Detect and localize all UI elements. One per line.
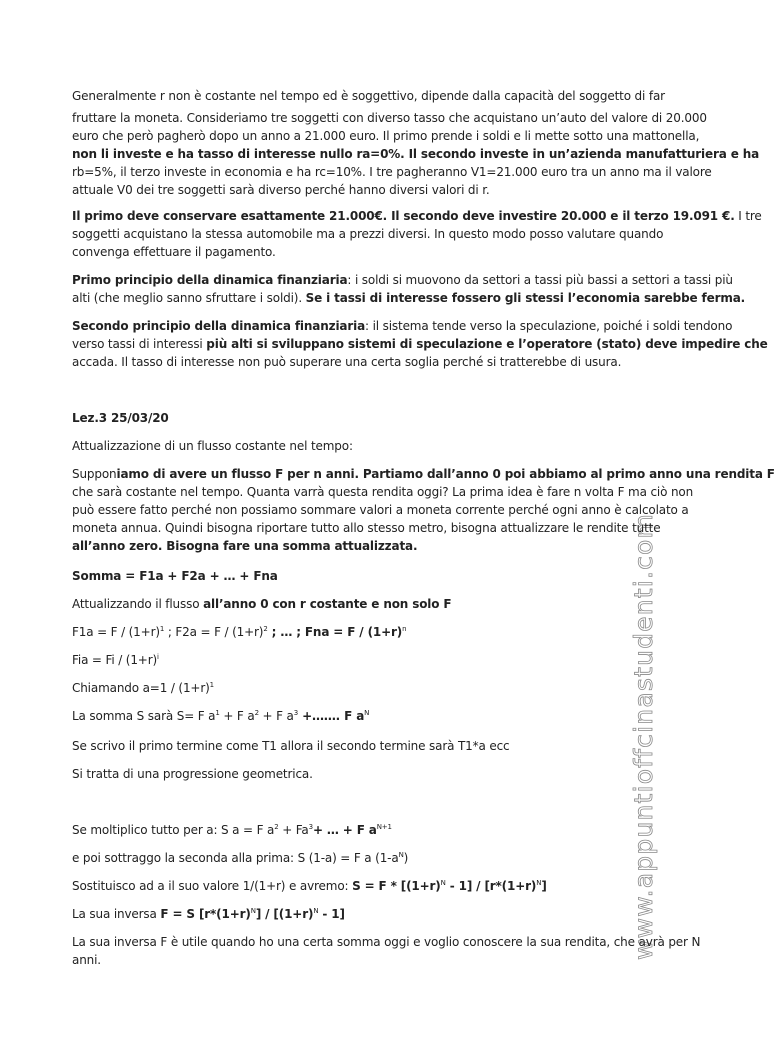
text-line: può essere fatto perché non possiamo sommare valori a moneta corrente perché ogni anno è calcolato a	[72, 503, 689, 517]
text-line: Generalmente r non è costante nel tempo ed è soggettivo, dipende dalla capacità del soggetto di far	[72, 89, 665, 103]
watermark: www.appuntioffcinastudenti.com	[629, 512, 658, 960]
formula-line: Chiamando $a=1 / (1+r)^1$	[72, 681, 214, 695]
text-line: fruttare la moneta. Consideriamo tre soggetti con diverso tasso che acquistano un’auto del valore di 20.000	[72, 111, 707, 125]
text-line: verso tassi di interessi più alti si sviluppano sistemi di speculazione e l’operatore (stato) deve impedire che	[72, 337, 768, 351]
formula-line: $F1a = F / (1+r)^1$ ; $F2a = F / (1+r)^2$ ; … ; Fna = $F / (1+r)^n$	[72, 625, 407, 639]
text-line: Attualizzazione di un flusso costante nel tempo:	[72, 439, 353, 453]
text-line: accada. Il tasso di interesse non può superare una certa soglia perché si tratterebbe di usura.	[72, 355, 622, 369]
text-line: non li investe e ha tasso di interesse nullo ra=0%. Il secondo investe in un’azienda manufatturiera e ha	[72, 147, 760, 161]
formula-line: Sostituisco ad a il suo valore 1/(1+r) e avremo: $S = F * [(1+r)^N - 1] / [r*(1+r)^N]$	[72, 879, 547, 893]
text-line: che sarà costante nel tempo. Quanta varrà questa rendita oggi? La prima idea è fare n volta F ma ciò non	[72, 485, 694, 499]
text-line: all’anno zero. Bisogna fare una somma attualizzata.	[72, 539, 418, 553]
formula-line: Fia = $Fi / (1+r)^i$	[72, 653, 159, 667]
text-line: Il primo deve conservare esattamente 21.000€. Il secondo deve investire 20.000 e il terzo 19.091 €. I tre	[72, 209, 762, 223]
formula-line: Somma = F1a + F2a + … + Fna	[72, 569, 278, 583]
text-line: Se scrivo il primo termine come T1 allora il secondo termine sarà T1*a ecc	[72, 739, 510, 753]
formula-line: La sua inversa F = S $[r*(1+r)^N] / [(1+r)^N - 1]$	[72, 907, 345, 921]
text-line: alti (che meglio sanno sfruttare i soldi). Se i tassi di interesse fossero gli stessi l’economia sarebbe ferma.	[72, 291, 746, 305]
text-line: anni.	[72, 953, 101, 967]
text-line: Attualizzando il flusso all’anno 0 con r costante e non solo F	[72, 597, 452, 611]
text-line: soggetti acquistano la stessa automobile ma a prezzi diversi. In questo modo posso valutare quando	[72, 227, 664, 241]
text-line: Secondo principio della dinamica finanziaria: il sistema tende verso la speculazione, poiché i soldi tendono	[72, 319, 733, 333]
text-line: euro che però pagherò dopo un anno a 21.000 euro. Il primo prende i soldi e li mette sotto una mattonella,	[72, 129, 700, 143]
text-line: moneta annua. Quindi bisogna riportare tutto allo stesso metro, bisogna attualizzare le rendite tutte	[72, 521, 661, 535]
text-line: Primo principio della dinamica finanziaria: i soldi si muovono da settori a tassi più bassi a settori a tassi più	[72, 273, 733, 287]
section-heading: Lez.3 25/03/20	[72, 411, 169, 425]
text-line: attuale V0 dei tre soggetti sarà diverso perché hanno diversi valori di r.	[72, 183, 490, 197]
text-line: La sua inversa F è utile quando ho una certa somma oggi e voglio conoscere la sua rendita, che avrà per N	[72, 935, 701, 949]
text-line: Supponiamo di avere un flusso F per n anni. Partiamo dall’anno 0 poi abbiamo al primo anno una rendita F	[72, 467, 775, 481]
formula-line: e poi sottraggo la seconda alla prima: S (1-a) = F a $(1-a^N)$	[72, 851, 409, 865]
text-line: convenga effettuare il pagamento.	[72, 245, 276, 259]
text-line: Si tratta di una progressione geometrica.	[72, 767, 313, 781]
text-line: rb=5%, il terzo investe in economia e ha rc=10%. I tre pagheranno V1=21.000 euro tra un anno ma il valore	[72, 165, 712, 179]
formula-line: La somma S sarà S= F $a^1 + F$ $a^2 + F$ $a^3$ +……. F $a^N$	[72, 709, 370, 723]
formula-line: Se moltiplico tutto per a: S a = F $a^2 + Fa^3+$ … + F $a^{N+1}$	[72, 823, 392, 837]
